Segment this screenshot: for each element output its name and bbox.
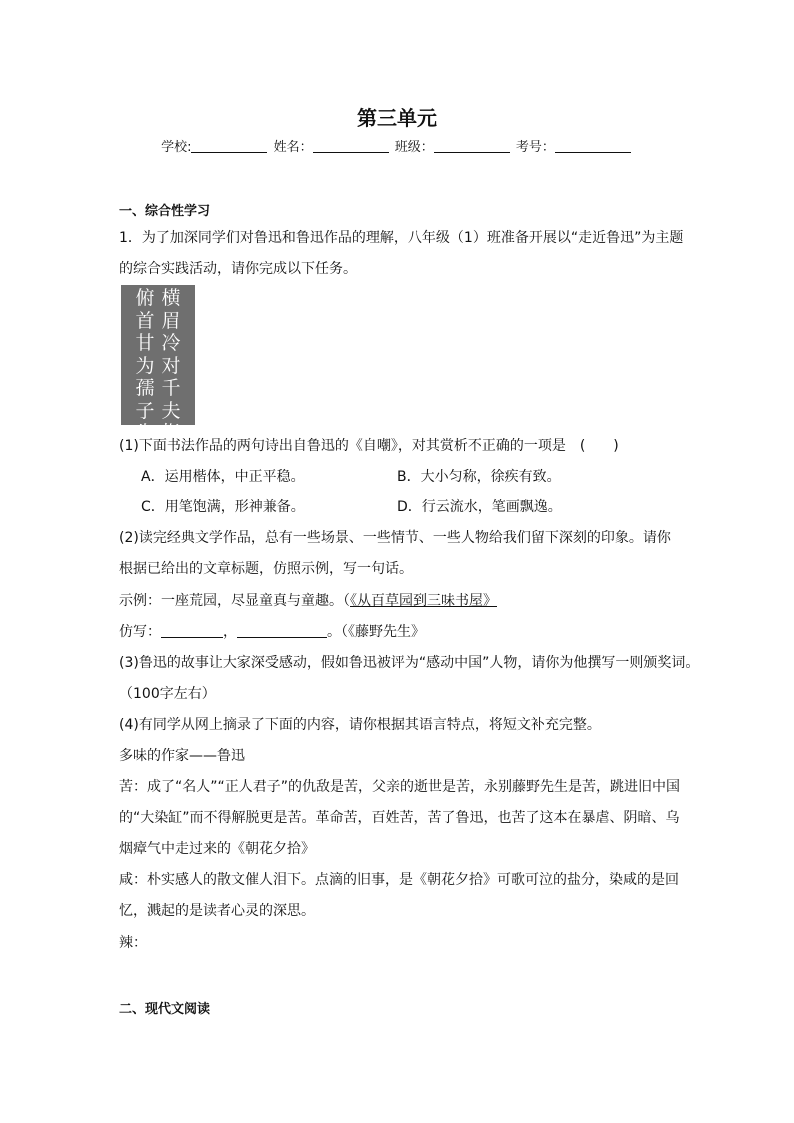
- imitation-comma: ，: [223, 624, 237, 640]
- essay-title: 多味的作家——鲁迅: [119, 748, 245, 764]
- essay-paragraph-line: 咸：朴实感人的散文催人泪下。点滴的旧事，是《朝花夕拾》可歌可泣的盐分，染咸的是回: [119, 872, 679, 888]
- example-sentence: [119, 591, 497, 611]
- example-title: 《从百草园到三味书屋》: [350, 593, 497, 609]
- calligraphy-column-left: 俯首甘为孺子牛: [135, 287, 155, 444]
- exam-number-blank[interactable]: [555, 138, 631, 153]
- school-blank[interactable]: [191, 138, 267, 153]
- imitation-blank-2[interactable]: [237, 623, 327, 638]
- essay-paragraph-line: 苦：成了“名人”“正人君子”的仇敌是苦，父亲的逝世是苦，永别藤野先生是苦，跳进旧中国: [119, 779, 681, 795]
- question-intro-line: 1．为了加深同学们对鲁迅和鲁迅作品的理解，八年级（1）班准备开展以“走近鲁迅”为主题: [119, 230, 684, 246]
- essay-paragraph-line: 烟瘴气中走过来的《朝花夕拾》: [119, 841, 315, 857]
- imitation-line: [119, 622, 425, 642]
- sub-question-1: (1)下面书法作品的两句诗出自鲁迅的《自嘲》，对其赏析不正确的一项是 ( ): [119, 438, 619, 454]
- question-intro-line: 的综合实践活动，请你完成以下任务。: [119, 261, 357, 277]
- exam-number-label: 考号：: [515, 140, 555, 155]
- option-d[interactable]: D．行云流水，笔画飘逸。: [397, 499, 562, 515]
- imitation-suffix: 。（《藤野先生》: [327, 624, 425, 640]
- name-blank[interactable]: [313, 138, 389, 153]
- class-blank[interactable]: [434, 138, 510, 153]
- option-a[interactable]: A．运用楷体，中正平稳。: [141, 469, 305, 485]
- calligraphy-column-right: 横眉冷对千夫指: [161, 287, 181, 444]
- imitation-label: 仿写：: [119, 624, 161, 640]
- option-c[interactable]: C．用笔饱满，形神兼备。: [141, 499, 305, 515]
- sub-question-3-line: (3)鲁迅的故事让大家深受感动，假如鲁迅被评为“感动中国”人物，请你为他撰写一则颁奖词。: [119, 655, 700, 671]
- sub-question-3-line: （100字左右）: [119, 686, 216, 702]
- essay-paragraph-line: 的“大染缸”而不得解脱更是苦。革命苦，百姓苦，苦了鲁迅，也苦了这本在暴虐、阴暗、乌: [119, 810, 680, 826]
- essay-paragraph-line: 辣：: [119, 935, 147, 951]
- sub-question-2-line: 根据已给出的文章标题，仿照示例，写一句话。: [119, 561, 413, 577]
- school-label: 学校:: [161, 140, 192, 155]
- sub-question-4-line: (4)有同学从网上摘录了下面的内容，请你根据其语言特点，将短文补充完整。: [119, 717, 601, 733]
- sub-question-2-line: (2)读完经典文学作品，总有一些场景、一些情节、一些人物给我们留下深刻的印象。请你: [119, 530, 671, 546]
- section-heading: 一、综合性学习: [119, 204, 211, 219]
- class-label: 班级：: [394, 140, 434, 155]
- imitation-blank-1[interactable]: [161, 623, 223, 638]
- option-b[interactable]: B．大小匀称，徐疾有致。: [397, 469, 561, 485]
- name-label: 姓名：: [273, 140, 313, 155]
- example-prefix: 示例：一座荒园，尽显童真与童趣。（: [119, 593, 350, 609]
- section-heading: 二、现代文阅读: [119, 1002, 211, 1017]
- student-info-line: [0, 138, 794, 158]
- essay-paragraph-line: 忆，溅起的是读者心灵的深思。: [119, 903, 315, 919]
- calligraphy-image: [121, 285, 195, 444]
- page-title: 第三单元: [357, 106, 437, 130]
